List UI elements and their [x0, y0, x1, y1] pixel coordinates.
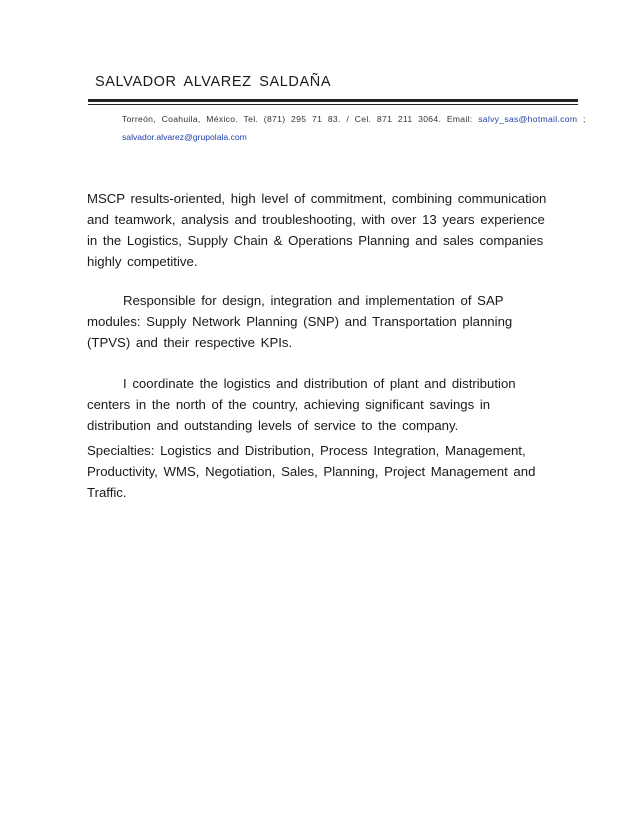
contact-line-2: [122, 132, 578, 142]
header-rule-thin: [88, 104, 578, 105]
summary-paragraph: MSCP results-oriented, high level of commitment, combining communication and teamwork, analysis and troubleshooting, with over 13 years experience in the Logistics, Supply Chain & Operations Planning and sales companies highly competitive.: [87, 191, 547, 269]
specialties-paragraph: Specialties: Logistics and Distribution, Process Integration, Management, Productivity, WMS, Negotiation, Sales, Planning, Project Management and Traffic.: [87, 443, 536, 500]
contact-line: [122, 114, 586, 124]
coordination-paragraph: [87, 373, 557, 436]
header-rule-thick: [88, 99, 578, 102]
contact-separator: ;: [583, 114, 586, 124]
candidate-name: SALVADOR ALVAREZ SALDAÑA: [95, 74, 332, 90]
email-link-personal[interactable]: salvy_sas@hotmail.com: [478, 114, 578, 124]
contact-text: Torreón, Coahuila, México. Tel. (871) 295 71 83. / Cel. 871 211 3064. Email:: [122, 114, 473, 124]
coordination-text: I coordinate the logistics and distribution of plant and distribution centers in the north of the country, achieving significant savings in distribution and outstanding levels of service to the company.: [87, 376, 516, 433]
responsibility-paragraph: [87, 290, 557, 353]
email-link-work[interactable]: salvador.alvarez@grupolala.com: [122, 132, 247, 142]
responsibility-text: Responsible for design, integration and implementation of SAP modules: Supply Network Planning (SNP) and Transportation planning (TPVS) and their respective KPIs.: [87, 293, 513, 350]
